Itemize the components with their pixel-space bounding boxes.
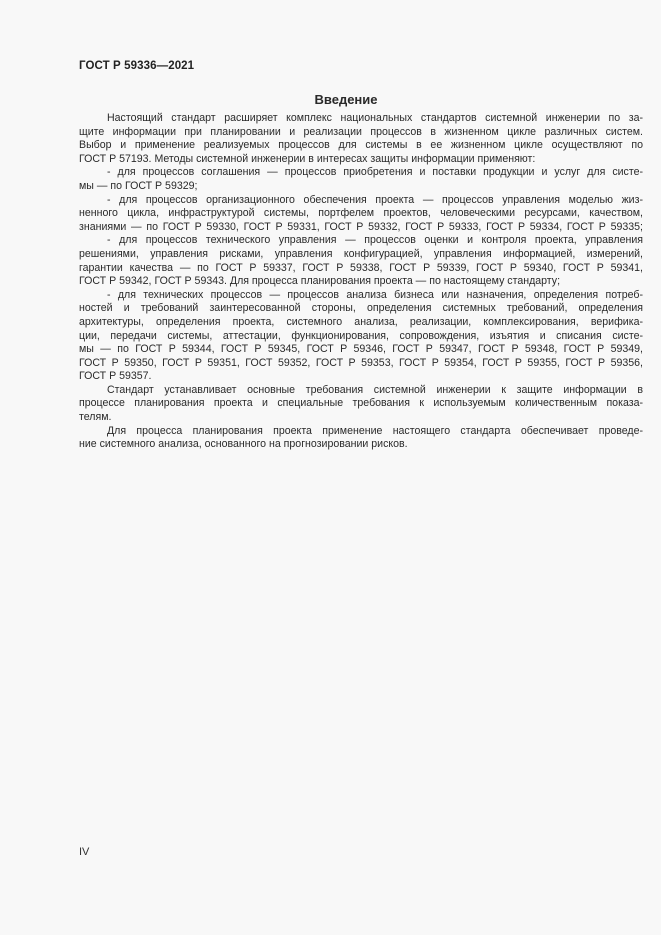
list-item-agreement (79, 166, 643, 193)
list-item-organizational (79, 194, 643, 235)
text-line: ГОСТ Р 57193. Методы системной инженерии в интересах защиты информации применяют: (79, 152, 536, 165)
paragraph-intro (79, 112, 643, 166)
text-line: ностей и требований заинтересованной стороны, определения системных требований, определения (79, 302, 643, 315)
text-line: - для процессов соглашения — процессов приобретения и поставки продукции и услуг для систе- (107, 166, 643, 179)
text-line: знаниями — по ГОСТ Р 59330, ГОСТ Р 59331, ГОСТ Р 59332, ГОСТ Р 59333, ГОСТ Р 59334, ГОСТ Р 59335; (79, 220, 643, 233)
list-item-technical-management (79, 234, 643, 288)
text-line: ние системного анализа, основанного на прогнозировании рисков. (79, 438, 408, 451)
text-line: гарантии качества — по ГОСТ Р 59337, ГОСТ Р 59338, ГОСТ Р 59339, ГОСТ Р 59340, ГОСТ Р 59341, (79, 261, 643, 274)
text-line: - для процессов организационного обеспечения проекта — процессов управления моделью жиз- (107, 193, 643, 206)
text-line: архитектуры, определения проекта, системного анализа, реализации, комплексирования, верифика- (79, 315, 643, 328)
page-number: IV (79, 846, 90, 858)
text-line: щите информации при планировании и реализации процессов в жизненном цикле различных систем. (79, 125, 643, 138)
section-body (79, 112, 643, 452)
text-line: решениями, управления рисками, управления конфигурацией, управления информацией, измерений, (79, 247, 643, 260)
text-line: процессе планирования проекта и специальные требования к используемым количественным показа- (79, 397, 643, 410)
document-header: ГОСТ Р 59336—2021 (79, 60, 195, 72)
text-line: Выбор и применение реализуемых процессов для системы в ее жизненном цикле осуществляют по (79, 139, 643, 152)
text-line: телям. (79, 411, 112, 424)
text-line: ГОСТ Р 59357. (79, 370, 152, 383)
text-line: Для процесса планирования проекта применение настоящего стандарта обеспечивает проведе- (107, 424, 643, 437)
text-line: - для технических процессов — процессов анализа бизнеса или назначения, определения потреб- (107, 288, 643, 301)
list-item-technical (79, 289, 643, 384)
section-title: Введение (314, 92, 378, 107)
paragraph-planning (79, 425, 643, 452)
text-line: Стандарт устанавливает основные требования системной инженерии к защите информации в (107, 383, 643, 396)
text-line: ции, передачи системы, аттестации, функционирования, сопровождения, изъятия и списания систе- (79, 329, 643, 342)
text-line: мы — по ГОСТ Р 59344, ГОСТ Р 59345, ГОСТ Р 59346, ГОСТ Р 59347, ГОСТ Р 59348, ГОСТ Р 59349, (79, 343, 643, 356)
text-line: - для процессов технического управления — процессов оценки и контроля проекта, управления (107, 234, 643, 247)
text-line: Настоящий стандарт расширяет комплекс национальных стандартов системной инженерии по за- (107, 112, 643, 124)
text-line: ненного цикла, инфраструктурой системы, портфелем проектов, человеческими ресурсами, качеством, (79, 207, 643, 220)
text-line: мы — по ГОСТ Р 59329; (79, 179, 198, 192)
text-line: ГОСТ Р 59350, ГОСТ Р 59351, ГОСТ 59352, ГОСТ Р 59353, ГОСТ Р 59354, ГОСТ Р 59355, ГОСТ Р 59356, (79, 356, 643, 369)
paragraph-requirements (79, 384, 643, 425)
text-line: ГОСТ Р 59342, ГОСТ Р 59343. Для процесса планирования проекта — по настоящему стандарту; (79, 275, 561, 288)
